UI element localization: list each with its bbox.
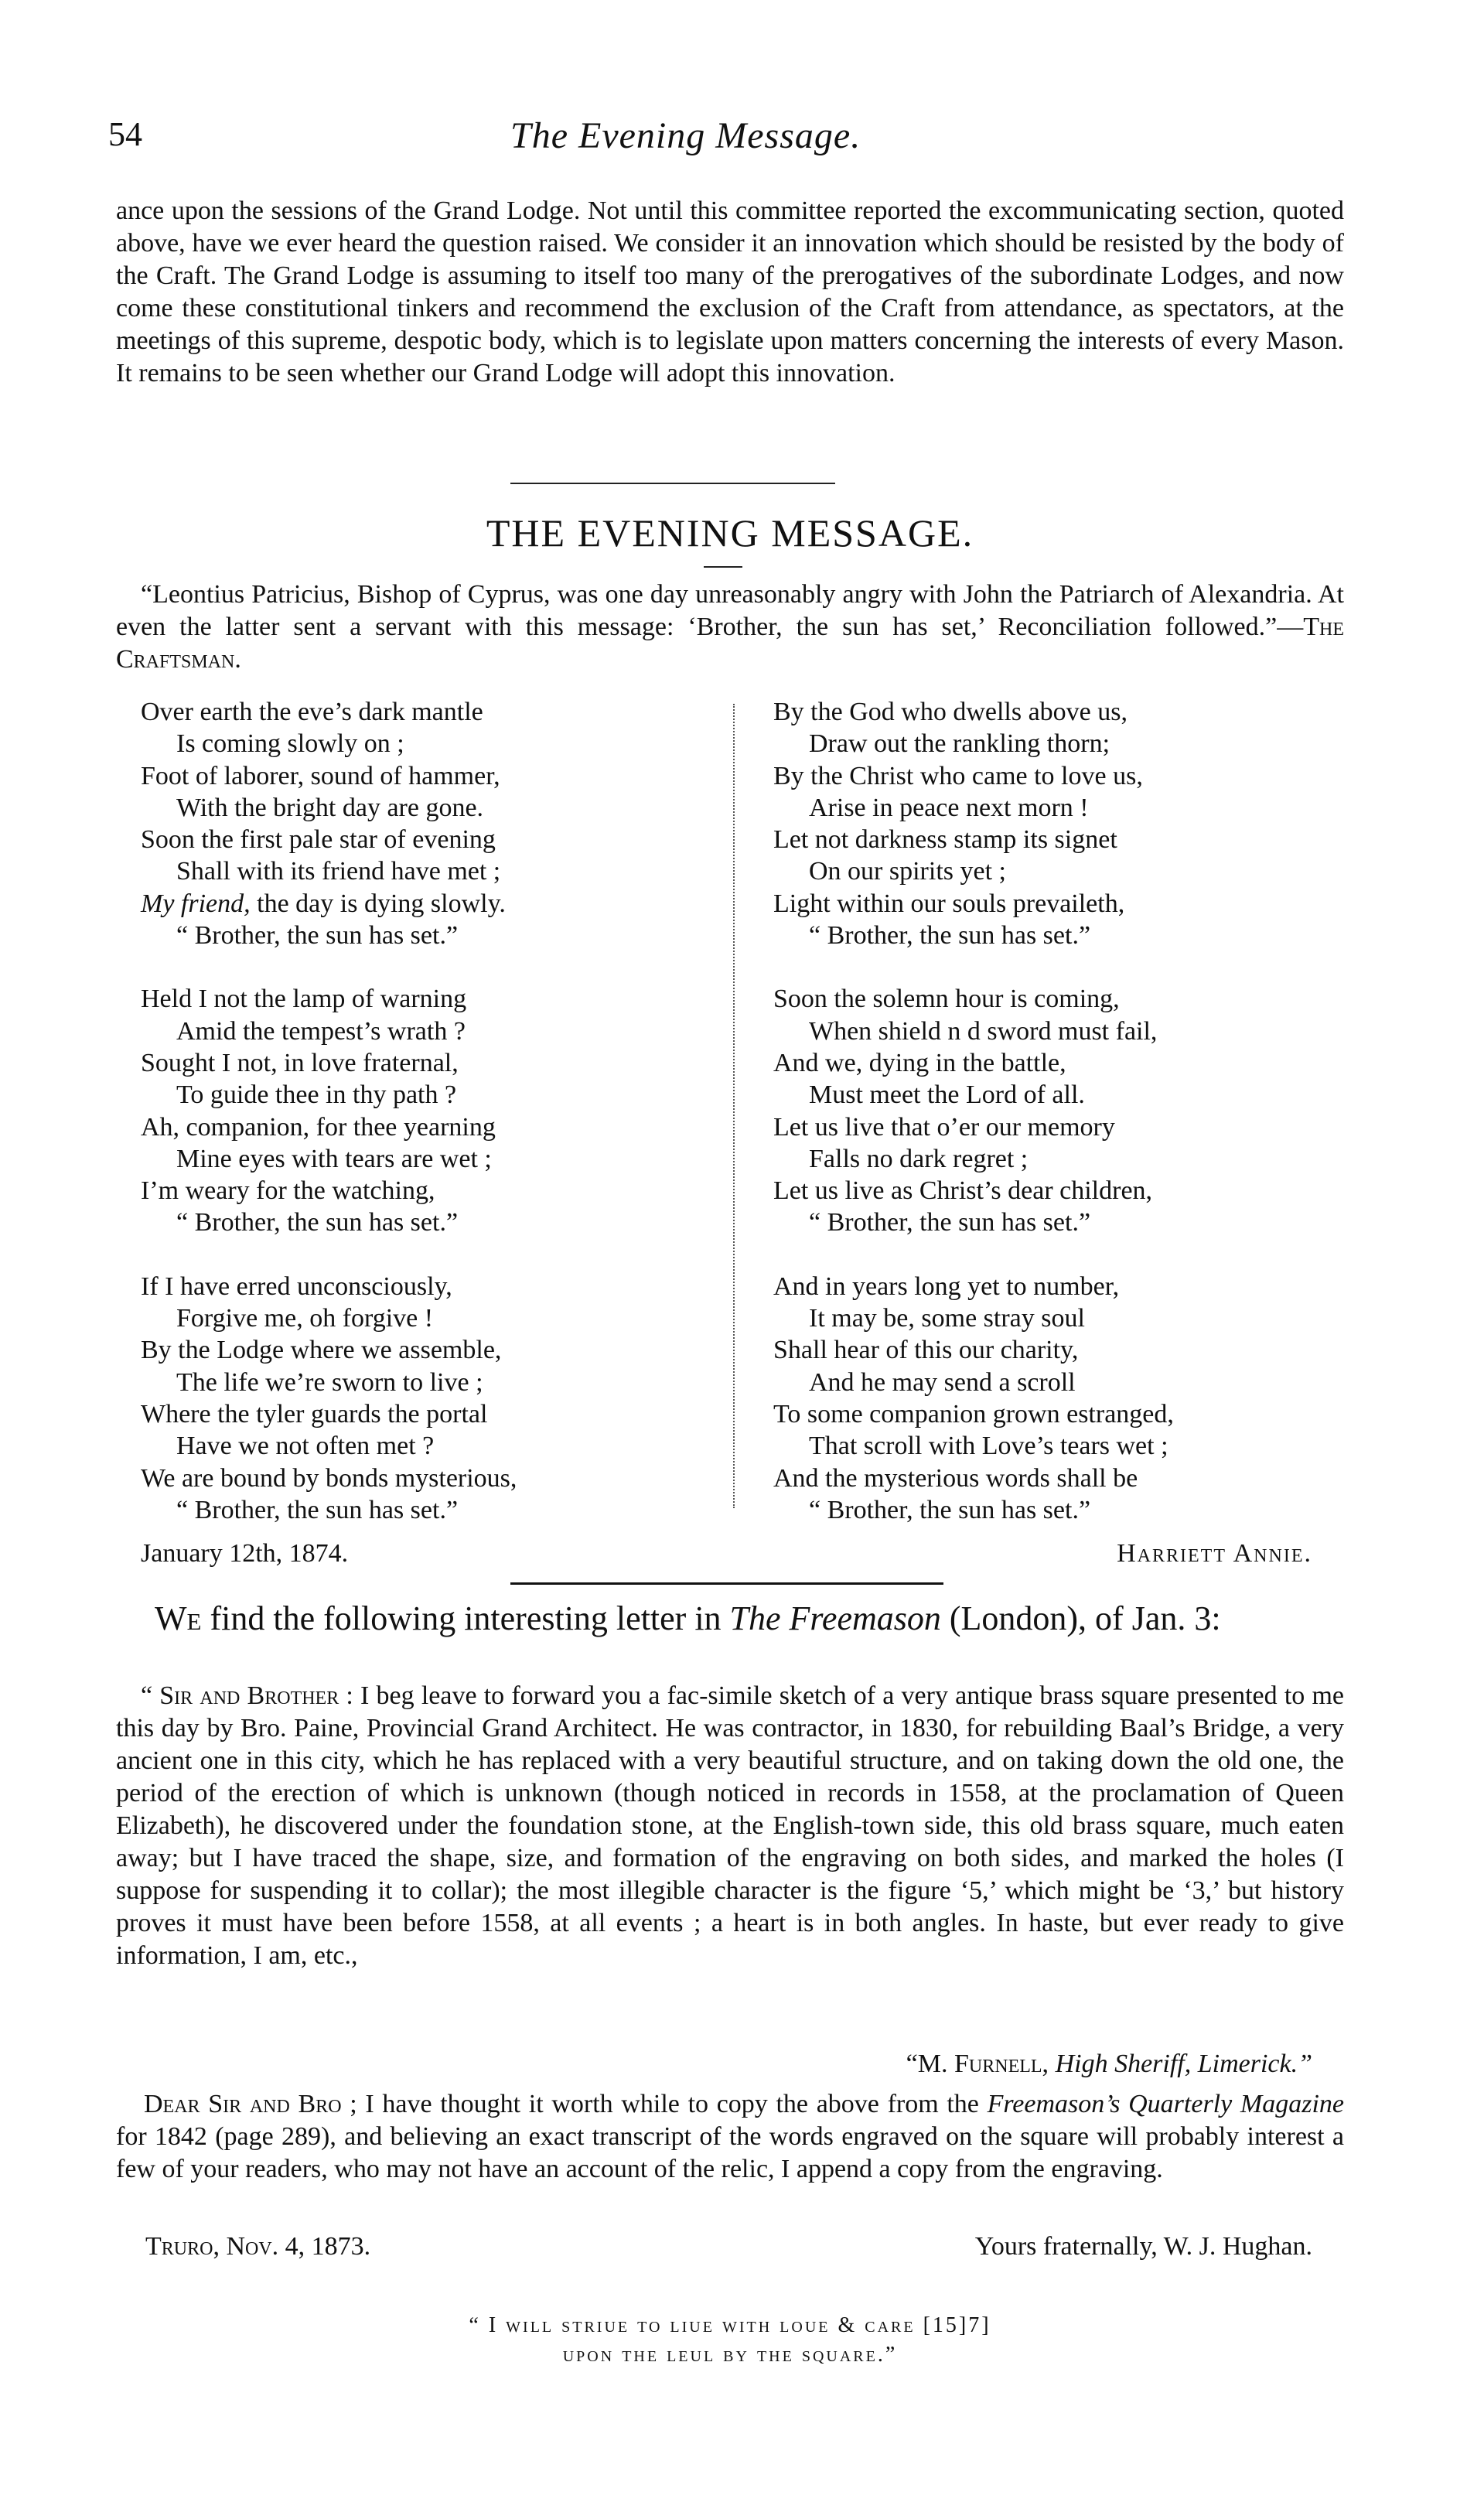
poem-line — [141, 1494, 713, 1526]
poem-line-text: “ Brother, the sun has set.” — [809, 921, 1091, 951]
reply-place-date: Truro, Nov. 4, 1873. — [145, 2232, 371, 2261]
poem-line — [773, 824, 1346, 855]
poem-line-text: Sought I not, in love fraternal, — [141, 1048, 459, 1077]
poem-right-column — [773, 696, 1346, 1558]
poem-line-text: Shall hear of this our charity, — [773, 1336, 1079, 1365]
poem-line-text: Must meet the Lord of all. — [809, 1080, 1085, 1110]
poem-line-text: Mine eyes with tears are wet ; — [176, 1144, 492, 1173]
reply-publication: Freemason’s Quarterly Magazine — [987, 2090, 1344, 2118]
page-header — [108, 114, 1346, 169]
poem-stanza — [773, 983, 1346, 1238]
poem-line — [141, 792, 713, 824]
freemason-intro-lead: We — [155, 1599, 202, 1637]
poem-line — [141, 1302, 713, 1334]
poem-line-text: Draw out the rankling thorn; — [809, 729, 1110, 759]
poem-line-text: To guide thee in thy path ? — [176, 1080, 457, 1110]
poem-line-text: Have we not often met ? — [176, 1432, 435, 1461]
poem-line — [773, 920, 1346, 951]
poem-line — [141, 760, 713, 792]
poem-line-text: Over earth the eve’s dark mantle — [141, 698, 483, 726]
poem-line-text: Shall with its friend have met ; — [176, 857, 501, 886]
poem-line — [141, 1367, 713, 1398]
freemason-intro-text-after: (London), of Jan. 3: — [949, 1599, 1221, 1637]
poem-line-text: The life we’re sworn to live ; — [176, 1367, 483, 1397]
poem-line-text: On our spirits yet ; — [809, 857, 1006, 886]
title-underline — [704, 566, 742, 568]
poem-line-text: And we, dying in the battle, — [773, 1048, 1066, 1077]
poem-line — [141, 1463, 713, 1494]
freemason-publication: The Freemason — [729, 1599, 941, 1637]
poem-line-text: By the Christ who came to love us, — [773, 761, 1143, 790]
poem-line — [141, 920, 713, 951]
article-divider — [510, 1582, 943, 1585]
poem-stanza — [141, 696, 713, 951]
poem-line — [141, 696, 713, 728]
poem-line-text: Forgive me, oh forgive ! — [176, 1304, 434, 1333]
poem-line — [141, 983, 713, 1015]
poem-line — [773, 1494, 1346, 1526]
poem-line-text: And he may send a scroll — [809, 1367, 1076, 1397]
poem-stanza — [773, 696, 1346, 951]
poem-line-text: Arise in peace next morn ! — [809, 793, 1089, 822]
poem-line-text: Soon the solemn hour is coming, — [773, 985, 1120, 1014]
poem-line — [141, 728, 713, 759]
poem-line — [141, 855, 713, 887]
poem-line — [773, 1430, 1346, 1462]
section-title: THE EVENING MESSAGE. — [486, 511, 974, 555]
inscription-line-1: “ I will striue to liue with loue & care [15]7] — [469, 2313, 991, 2337]
inscription — [116, 2311, 1344, 2370]
poem-line-text: To some companion grown estranged, — [773, 1399, 1174, 1428]
intro-paragraph-block — [116, 195, 1344, 390]
poem-date: January 12th, 1874. — [141, 1539, 349, 1568]
section-divider — [510, 483, 835, 484]
poem-line-text: When shield n d sword must fail, — [809, 1016, 1158, 1046]
poem-line-text: “ Brother, the sun has set.” — [176, 1495, 459, 1524]
poem-line-text: Light within our souls prevaileth, — [773, 889, 1125, 918]
epigraph-text: “Leontius Patricius, Bishop of Cyprus, was one day unreasonably angry with John the Patriarch of Alexandria. At even the latter sent a servant with this message: ‘Brother, the sun has set,’ Reconciliation followed.”— — [116, 580, 1344, 641]
poem-line — [773, 1015, 1346, 1047]
poem-line — [773, 1047, 1346, 1079]
epigraph — [116, 579, 1344, 676]
poem-line — [141, 1015, 713, 1047]
poem-line — [141, 824, 713, 855]
poem-line-text: And the mysterious words shall be — [773, 1463, 1138, 1493]
poem-line-text: “ Brother, the sun has set.” — [176, 921, 459, 951]
poem-line — [773, 1398, 1346, 1430]
poem-line — [141, 888, 713, 920]
poem-line — [773, 728, 1346, 759]
poem-line — [773, 1463, 1346, 1494]
poem-line-text: Let not darkness stamp its signet — [773, 825, 1117, 855]
poem-line-text: That scroll with Love’s tears wet ; — [809, 1432, 1168, 1461]
poem-line-text: If I have erred unconsciously, — [141, 1271, 452, 1301]
poem-line — [773, 1143, 1346, 1175]
poem-stanza — [141, 1271, 713, 1526]
poem-line-text: “ Brother, the sun has set.” — [809, 1208, 1091, 1237]
poem-line-text: And in years long yet to number, — [773, 1271, 1120, 1301]
inscription-line-2: upon the leul by the square.” — [562, 2343, 898, 2367]
epigraph-source: The Craftsman. — [116, 613, 1344, 674]
poem-line — [141, 1175, 713, 1207]
poem-line — [773, 983, 1346, 1015]
poem-line-text: With the bright day are gone. — [176, 793, 484, 822]
reply-text-before: I have thought it worth while to copy the above from the — [365, 2090, 979, 2118]
poem-stanza — [141, 983, 713, 1238]
letter-signature — [906, 2050, 1312, 2079]
poem-line — [141, 1271, 713, 1302]
poem-line-text: Is coming slowly on ; — [176, 729, 404, 759]
poem-line — [773, 1079, 1346, 1111]
poem-line — [773, 1111, 1346, 1143]
intro-paragraph: ance upon the sessions of the Grand Lodge. Not until this committee reported the excommunicating section, quoted above, have we ever heard the question raised. We consider it an innovation which should be resisted by the body of the Craft. The Grand Lodge is assuming to itself too many of the prerogatives of the subordinate Lodges, and now come these constitutional tinkers and recommend the exclusion of the Craft from attendance, as spectators, at the meetings of this supreme, despotic body, which is to legislate upon matters concerning the interests of every Mason. It remains to be seen whether our Grand Lodge will adopt this innovation. — [116, 196, 1344, 387]
poem-line — [141, 1079, 713, 1111]
poem-line — [141, 1143, 713, 1175]
letter-signature-name: “M. Furnell, — [906, 2050, 1049, 2078]
poem-line-text: the day is dying slowly. — [257, 889, 506, 918]
poem-line — [773, 792, 1346, 824]
poem-line — [773, 1302, 1346, 1334]
poem-stanza — [773, 1271, 1346, 1526]
poem-line-text: Falls no dark regret ; — [809, 1144, 1029, 1173]
poem-line-text: By the Lodge where we assemble, — [141, 1336, 502, 1365]
poem-line — [141, 1398, 713, 1430]
poem-line — [141, 1047, 713, 1079]
reply-block — [116, 2088, 1344, 2186]
poem-line-text: We are bound by bonds mysterious, — [141, 1463, 517, 1493]
poem-line-text: Let us live as Christ’s dear children, — [773, 1176, 1153, 1206]
freemason-intro-text-before: find the following interesting letter in — [210, 1599, 722, 1637]
letter-body: I beg leave to forward you a fac-simile sketch of a very antique brass square presented to me this day by Bro. Paine, Provincial Grand Architect. He was contractor, in 1830, for rebuilding Baal’s Bridge, a very ancient one in this city, which he has replaced with a very beautiful structure, and on taking down the old one, the period of the erection of which is unknown (though noticed in records in 1558, at the proclamation of Queen Elizabeth), he discovered under the foundation stone, at the English-town side, this old brass square, much eaten away; but I have traced the shape, size, and formation of the engraving on both sides, and marked the holes (I suppose for suspending it to collar); the most illegible character is the figure ‘5,’ which might be ‘3,’ but history proves it must have been before 1558, at all events ; a heart is in both angles. In haste, but ever ready to give information, I am, etc., — [116, 1681, 1345, 1970]
poem-line-text: It may be, some stray soul — [809, 1304, 1085, 1333]
page-number: 54 — [108, 115, 142, 153]
column-divider — [733, 704, 735, 1508]
reply-salutation: Dear Sir and Bro ; — [144, 2090, 357, 2118]
poem-line-text: Ah, companion, for thee yearning — [141, 1112, 496, 1142]
poem-line-text: Held I not the lamp of warning — [141, 985, 467, 1014]
letter-salutation: “ Sir and Brother : — [141, 1681, 353, 1710]
letter-signature-title: High Sheriff, Limerick.” — [1055, 2050, 1312, 2078]
poem-line — [141, 1430, 713, 1462]
poem-line — [773, 1367, 1346, 1398]
poem-line — [773, 855, 1346, 887]
poem-line-text: Let us live that o’er our memory — [773, 1112, 1115, 1142]
poem-line-text: “ Brother, the sun has set.” — [176, 1208, 459, 1237]
poem-line — [141, 1111, 713, 1143]
poem-left-column — [141, 696, 713, 1558]
poem-line-text: Soon the first pale star of evening — [141, 825, 496, 855]
poem-line-text: Where the tyler guards the portal — [141, 1399, 488, 1428]
poem-line — [773, 1207, 1346, 1238]
poem-line — [141, 1334, 713, 1366]
reply-text-after: for 1842 (page 289), and believing an exact transcript of the words engraved on the square will probably interest a few of your readers, who may not have an account of the relic, I append a copy from the engraving. — [116, 2122, 1344, 2183]
poem-line-text: By the God who dwells above us, — [773, 698, 1128, 726]
letter-body-block — [116, 1680, 1344, 1972]
reply-closing: Yours fraternally, W. J. Hughan. — [974, 2232, 1312, 2261]
poem-line-text: Amid the tempest’s wrath ? — [176, 1016, 466, 1046]
poem-line-text: Foot of laborer, sound of hammer, — [141, 761, 500, 790]
poem-line-text: “ Brother, the sun has set.” — [809, 1495, 1091, 1524]
freemason-intro — [116, 1599, 1344, 1638]
poem-line-italic: My friend, — [141, 889, 251, 918]
poem-line — [773, 1175, 1346, 1207]
running-title: The Evening Message. — [510, 115, 861, 156]
poem-line — [141, 1207, 713, 1238]
poem-line — [773, 1334, 1346, 1366]
poem-author: Harriett Annie. — [1117, 1539, 1312, 1568]
poem-line — [773, 696, 1346, 728]
poem-line-text: I’m weary for the watching, — [141, 1176, 435, 1206]
poem-line — [773, 760, 1346, 792]
poem-line — [773, 1271, 1346, 1302]
poem-line — [773, 888, 1346, 920]
